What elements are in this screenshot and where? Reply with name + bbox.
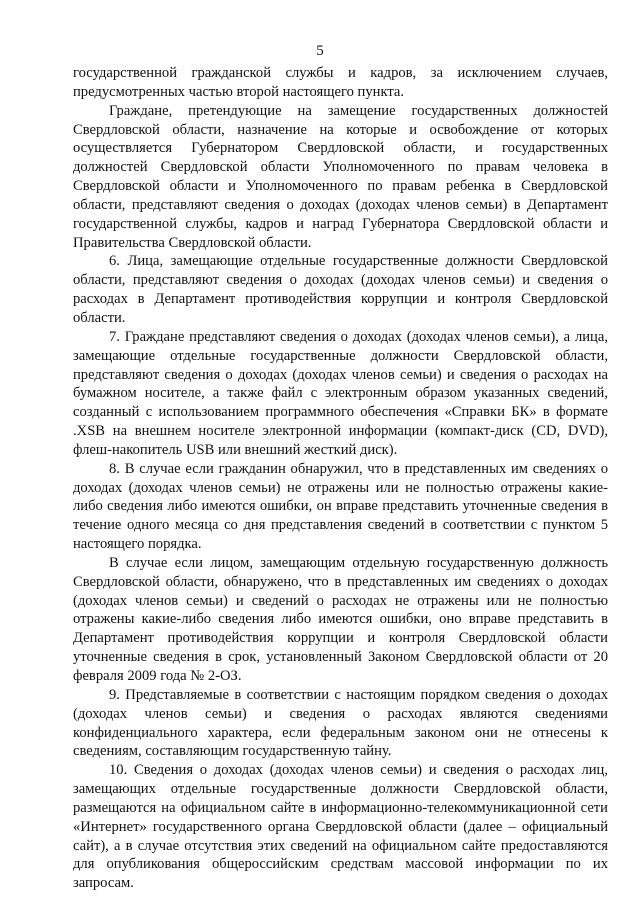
paragraph-item-8-part-2: В случае если лицом, замещающим отдельную государственную должность Свердловской области, обнаружено, что в представленных им сведениях о доходах (доходах членов семьи) и сведений о расходах не отражены или не полностью отражены какие-либо сведения либо имеются ошибки, оно вправе представить в Департамент противодействия коррупции и контроля Свердловской области уточненные сведения в срок, установленный Законом Свердловской области от 20 февраля 2009 года № 2-ОЗ. <box>73 554 608 684</box>
paragraph-citizens-submission: Граждане, претендующие на замещение государственных должностей Свердловской области, назначение на которые и освобождение от которых осуществляется Губернатором Свердловской области, и государственных должностей Свердловской области Уполномоченного по правам человека в Свердловской области и Уполномоченного по правам ребенка в Свердловской области, представляют сведения о доходах (доходах членов семьи) в Департамент государственной службы, кадров и наград Губернатора Свердловской области и Правительства Свердловской области. <box>73 102 608 251</box>
paragraph-item-9: 9. Представляемые в соответствии с настоящим порядком сведения о доходах (доходах членов семьи) и сведения о расходах являются сведениями конфиденциального характера, если федеральным законом они не отнесены к сведениям, составляющим государственную тайну. <box>73 686 608 760</box>
page-number: 5 <box>316 43 324 59</box>
paragraph-continuation: государственной гражданской службы и кадров, за исключением случаев, предусмотренных частью второй настоящего пункта. <box>73 65 608 100</box>
paragraph-item-7: 7. Граждане представляют сведения о доходах (доходах членов семьи), а лица, замещающие отдельные государственные должности Свердловской области, представляют сведения о доходах (доходах членов семьи) и сведения о расходах на бумажном носителе, а также файл с электронным образом указанных сведений, созданный с использованием программного обеспечения «Справки БК» в формате .XSB на внешнем носителе электронной информации (компакт-диск (CD, DVD), флеш-накопитель USB или внешний жесткий диск). <box>73 328 608 458</box>
paragraph-item-10: 10. Сведения о доходах (доходах членов семьи) и сведения о расходах лиц, замещающих отдельные государственные должности Свердловской области, размещаются на официальном сайте в информационно-телекоммуникационной сети «Интернет» государственного органа Свердловской области (далее – официальный сайт), а в случае отсутствия этих сведений на официальном сайте предоставляются для опубликования общероссийским средствам массовой информации по их запросам. <box>73 762 608 892</box>
document-body <box>73 64 608 893</box>
paragraph-item-6: 6. Лица, замещающие отдельные государственные должности Свердловской области, представляют сведения о доходах (доходах членов семьи) и сведения о расходах в Департамент противодействия коррупции и контроля Свердловской области. <box>73 253 608 326</box>
paragraph-item-8: 8. В случае если гражданин обнаружил, что в представленных им сведениях о доходах (доходах членов семьи) не отражены или не полностью отражены какие-либо сведения либо имеются ошибки, он вправе представить уточненные сведения в течение одного месяца со дня представления сведений в соответствии с пунктом 5 настоящего порядка. <box>73 460 608 553</box>
